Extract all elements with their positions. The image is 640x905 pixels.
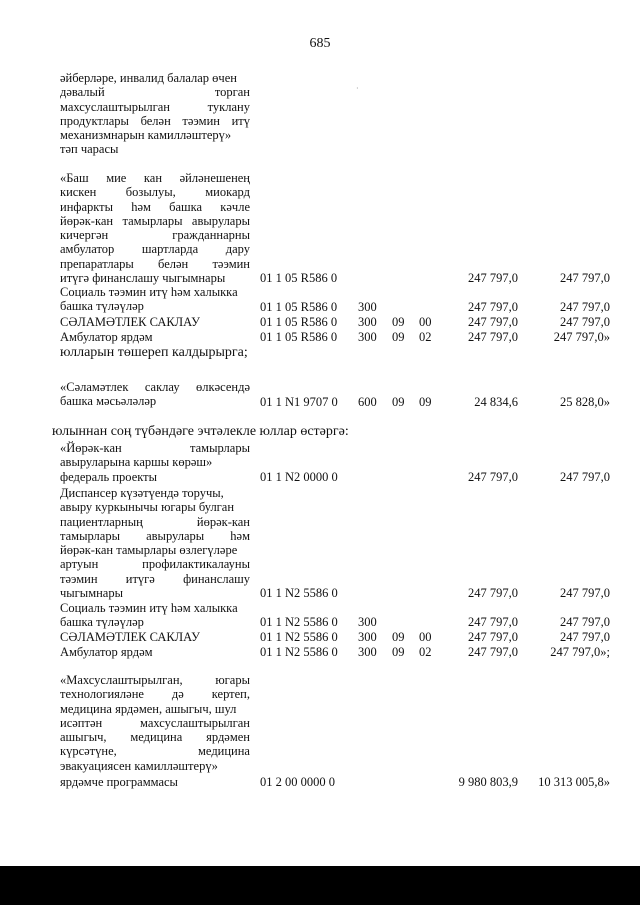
amount-2019: 9 980 803,9 (458, 775, 518, 789)
expense-type: 300 (358, 615, 377, 629)
section: 09 (392, 395, 405, 409)
text-line: препаратлары белән тәэмин (60, 256, 250, 271)
text-block-4 (60, 486, 250, 586)
row-label: СӘЛАМӘТЛЕК САКЛАУ (60, 630, 200, 644)
text-line: күрсәтүне, медицина (60, 744, 250, 759)
amount-2019: 24 834,6 (474, 395, 518, 409)
amount-2020: 247 797,0 (560, 630, 610, 644)
text-line: медицина ярдәмен, ашыгыч, шул (60, 701, 237, 716)
amount-2019: 247 797,0 (468, 300, 518, 314)
scan-border-bar (0, 866, 640, 905)
amount-2019: 247 797,0 (468, 315, 518, 329)
text-line: башка түләүләр (60, 299, 144, 314)
text-line: махсуслаштырылган туклану (60, 99, 250, 114)
text-line: исәптән махсуслаштырылган (60, 715, 250, 730)
budget-code: 01 1 05 R586 0 (260, 315, 338, 329)
row-label: чыгымнары (60, 586, 124, 600)
expense-type: 300 (358, 330, 377, 344)
text-line: башка мәсьәләләр (60, 394, 157, 409)
row-label (60, 380, 250, 409)
amount-2019: 247 797,0 (468, 271, 518, 285)
budget-code: 01 1 N2 5586 0 (260, 615, 338, 629)
expense-type: 300 (358, 300, 377, 314)
amount-2020: 247 797,0 (560, 315, 610, 329)
subsection: 00 (419, 315, 432, 329)
text-line: технологияләне дә кертеп, (60, 687, 250, 702)
amount-2019: 247 797,0 (468, 470, 518, 484)
row-label: ярдәмче программасы (60, 775, 178, 789)
row-label: Амбулатор ярдәм (60, 645, 153, 659)
page-number: 685 (309, 36, 331, 51)
budget-code: 01 1 05 R586 0 (260, 330, 338, 344)
subsection: 02 (419, 645, 432, 659)
row-label: СӘЛАМӘТЛЕК САКЛАУ (60, 315, 200, 329)
text-block-3 (60, 441, 250, 470)
row-label: федераль проекты (60, 470, 158, 484)
expense-type: 300 (358, 645, 377, 659)
amount-2019: 247 797,0 (468, 330, 518, 344)
amount-2020: 247 797,0» (553, 330, 610, 344)
text-block-5 (60, 673, 250, 773)
amount-2019: 247 797,0 (468, 645, 518, 659)
text-line: кискен бозылуы, миокард (60, 185, 250, 200)
text-line: башка түләүләр (60, 615, 144, 630)
section: 09 (392, 630, 405, 644)
amount-2020: 247 797,0 (560, 586, 610, 600)
text-line: тәп чарасы (60, 142, 119, 157)
amount-2020: 247 797,0»; (550, 645, 610, 659)
subsection: 09 (419, 395, 432, 409)
text-line: йөрәк-кан тамырлары өзлегүләре (60, 543, 238, 558)
text-line: инфаркты һәм башка кәчле (60, 199, 250, 214)
text-line: «Сәламәтлек саклау өлкәсендә (60, 380, 250, 394)
text-line: тамырлары авырулары һәм (60, 528, 250, 543)
budget-code: 01 2 00 0000 0 (260, 775, 335, 789)
budget-code: 01 1 05 R586 0 (260, 300, 338, 314)
text-line: ашыгыч, медицина ярдәмен (60, 730, 250, 745)
amount-2019: 247 797,0 (468, 615, 518, 629)
budget-code: 01 1 N2 5586 0 (260, 586, 338, 600)
row-label (60, 601, 250, 630)
amount-2020: 247 797,0 (560, 271, 610, 285)
text-line: «Йөрәк-кан тамырлары (60, 441, 250, 455)
text-line: «Махсуслаштырылган, югары (60, 673, 250, 687)
text-line: Социаль тәэмин итү һәм халыкка (60, 601, 238, 615)
section: 09 (392, 645, 405, 659)
text-line: итүгә финанслашу чыгымнары (60, 271, 226, 286)
budget-code: 01 1 N1 9707 0 (260, 395, 338, 409)
budget-code: 01 1 N2 5586 0 (260, 630, 338, 644)
text-line: Диспансер күзәтүендә торучы, (60, 486, 224, 500)
text-line: авыру куркынычы югары булган (60, 500, 235, 515)
expense-type: 600 (358, 395, 377, 409)
amount-2020: 247 797,0 (560, 615, 610, 629)
section: 09 (392, 330, 405, 344)
row-label (60, 285, 250, 314)
text-block-2 (60, 171, 250, 285)
scan-dot: · (356, 84, 359, 93)
expense-type: 300 (358, 315, 377, 329)
amount-2020: 25 828,0» (560, 395, 610, 409)
amount-2019: 247 797,0 (468, 630, 518, 644)
text-line: продуктлары белән тәэмин итү (60, 113, 250, 128)
amount-2020: 247 797,0 (560, 470, 610, 484)
amount-2019: 247 797,0 (468, 586, 518, 600)
text-line: эвакуациясен камилләштерү» (60, 758, 218, 773)
expense-type: 300 (358, 630, 377, 644)
instruction-remove: юлларын төшереп калдырырга; (60, 345, 248, 360)
text-line: кичергән гражданнарны (60, 228, 250, 243)
subsection: 02 (419, 330, 432, 344)
budget-code: 01 1 05 R586 0 (260, 271, 338, 285)
text-line: Социаль тәэмин итү һәм халыкка (60, 285, 238, 299)
budget-code: 01 1 N2 5586 0 (260, 645, 338, 659)
text-line: әйберләре, инвалид балалар өчен (60, 71, 237, 85)
section: 09 (392, 315, 405, 329)
amount-2020: 247 797,0 (560, 300, 610, 314)
row-label: Амбулатор ярдәм (60, 330, 153, 344)
text-line: амбулатор шартларда дару (60, 242, 250, 257)
text-line: механизмнарын камилләштерү» (60, 128, 232, 143)
text-line: артуын профилактикалауны (60, 557, 250, 572)
text-block-1 (60, 71, 250, 157)
amount-2020: 10 313 005,8» (538, 775, 610, 789)
subsection: 00 (419, 630, 432, 644)
text-line: пациентларның йөрәк-кан (60, 514, 250, 529)
text-line: дәвалый торган (60, 85, 250, 100)
text-line: тәэмин итүгә финанслашу (60, 571, 250, 586)
instruction-add: юлыннан соң түбәндәге эчтәлекле юллар өстәргә: (52, 424, 349, 439)
text-line: йөрәк-кан тамырлары авырулары (60, 213, 250, 228)
text-line: авыруларына каршы көрәш» (60, 455, 213, 470)
text-line: «Баш мие кан әйләнешенең (60, 171, 250, 185)
budget-code: 01 1 N2 0000 0 (260, 470, 338, 484)
